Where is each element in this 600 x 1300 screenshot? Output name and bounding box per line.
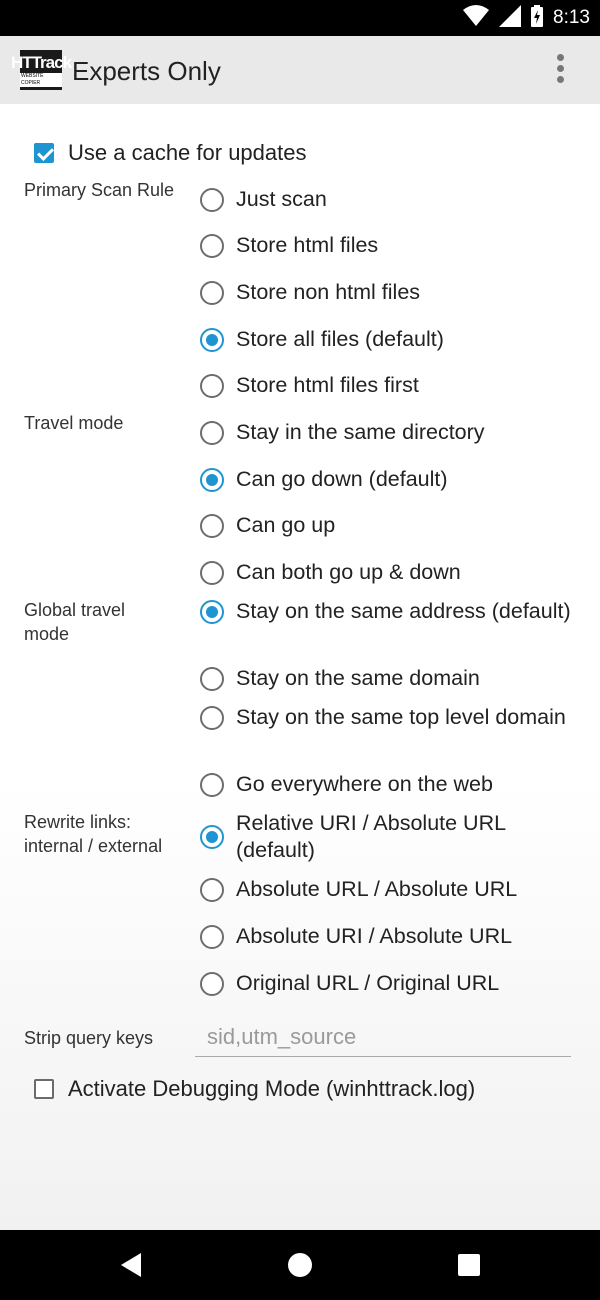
radio-button[interactable] — [200, 188, 224, 212]
radio-label: Go everywhere on the web — [236, 772, 493, 796]
wifi-icon — [463, 5, 489, 32]
radio-option-original-url[interactable] — [200, 970, 580, 997]
radio-button[interactable] — [200, 878, 224, 902]
debug-mode-option[interactable] — [34, 1076, 475, 1102]
radio-button[interactable] — [200, 234, 224, 258]
use-cache-label: Use a cache for updates — [68, 140, 307, 165]
status-time: 8:13 — [553, 7, 590, 28]
debug-mode-label: Activate Debugging Mode (winhttrack.log) — [68, 1076, 476, 1101]
radio-option-go-down[interactable] — [200, 466, 580, 493]
radio-label: Store html files first — [236, 373, 419, 397]
radio-option-go-up[interactable] — [200, 512, 580, 539]
radio-button[interactable] — [200, 972, 224, 996]
radio-label: Stay on the same top level domain — [236, 705, 566, 729]
radio-button[interactable] — [200, 706, 224, 730]
radio-label: Store html files — [236, 233, 379, 257]
logo-text: HTTrack — [10, 52, 72, 72]
radio-option-store-html-first[interactable] — [200, 372, 580, 399]
radio-label: Stay on the same address (default) — [236, 599, 571, 623]
radio-label: Store non html files — [236, 280, 421, 304]
radio-option-same-address[interactable] — [200, 598, 580, 625]
radio-option-absolute-uri[interactable] — [200, 923, 580, 950]
app-bar — [0, 36, 600, 104]
radio-label: Just scan — [236, 187, 327, 211]
debug-mode-checkbox[interactable] — [34, 1079, 54, 1099]
radio-label: Store all files (default) — [236, 327, 444, 351]
radio-button[interactable] — [200, 421, 224, 445]
radio-option-up-and-down[interactable] — [200, 559, 580, 586]
radio-button-selected[interactable] — [200, 468, 224, 492]
radio-button-selected[interactable] — [200, 600, 224, 624]
recents-icon[interactable] — [454, 1250, 484, 1280]
page-title: Experts Only — [72, 56, 221, 86]
radio-label: Stay in the same directory — [236, 420, 485, 444]
cellular-signal-icon — [499, 5, 521, 32]
radio-button[interactable] — [200, 374, 224, 398]
radio-label: Stay on the same domain — [236, 666, 480, 690]
back-icon[interactable] — [116, 1250, 146, 1280]
radio-label: Can go down (default) — [236, 467, 448, 491]
radio-button[interactable] — [200, 514, 224, 538]
travel-mode-label: Travel mode — [24, 413, 124, 433]
home-icon[interactable] — [285, 1250, 315, 1280]
app-logo — [10, 50, 72, 90]
use-cache-checkbox[interactable] — [34, 143, 54, 163]
radio-label: Can go up — [236, 513, 336, 537]
radio-button[interactable] — [200, 281, 224, 305]
status-icons — [463, 6, 590, 30]
radio-label: Relative URI / Absolute URL (default) — [236, 811, 506, 862]
radio-option-same-tld[interactable] — [200, 704, 580, 731]
radio-button-selected[interactable] — [200, 825, 224, 849]
primary-scan-rule-label: Primary Scan Rule — [24, 180, 175, 200]
radio-option-same-directory[interactable] — [200, 419, 580, 446]
settings-form — [0, 104, 600, 1230]
radio-button[interactable] — [200, 925, 224, 949]
use-cache-option[interactable] — [34, 140, 306, 166]
radio-button[interactable] — [200, 561, 224, 585]
radio-option-store-all[interactable] — [200, 326, 580, 353]
radio-label: Absolute URL / Absolute URL — [236, 877, 518, 901]
radio-button-selected[interactable] — [200, 328, 224, 352]
global-travel-mode-label: Global travel mode — [24, 600, 126, 644]
radio-label: Absolute URI / Absolute URL — [236, 924, 513, 948]
radio-option-same-domain[interactable] — [200, 665, 580, 692]
radio-option-store-html[interactable] — [200, 232, 580, 259]
logo-subtext: WEBSITE COPIER — [20, 73, 62, 87]
radio-option-relative-absolute[interactable] — [200, 810, 580, 864]
strip-query-keys-label: Strip query keys — [24, 1028, 154, 1048]
radio-option-absolute-url[interactable] — [200, 876, 580, 903]
navigation-bar — [0, 1230, 600, 1300]
radio-option-everywhere[interactable] — [200, 771, 580, 798]
status-bar — [0, 0, 600, 36]
radio-option-store-non-html[interactable] — [200, 279, 580, 306]
radio-label: Can both go up & down — [236, 560, 461, 584]
strip-query-keys-input[interactable] — [195, 1017, 571, 1057]
rewrite-links-label: Rewrite links: internal / external — [24, 812, 163, 856]
radio-button[interactable] — [200, 667, 224, 691]
radio-option-just-scan[interactable] — [200, 186, 580, 213]
radio-button[interactable] — [200, 773, 224, 797]
overflow-menu-icon[interactable] — [550, 54, 570, 88]
radio-label: Original URL / Original URL — [236, 971, 500, 995]
battery-charging-icon — [531, 5, 543, 32]
